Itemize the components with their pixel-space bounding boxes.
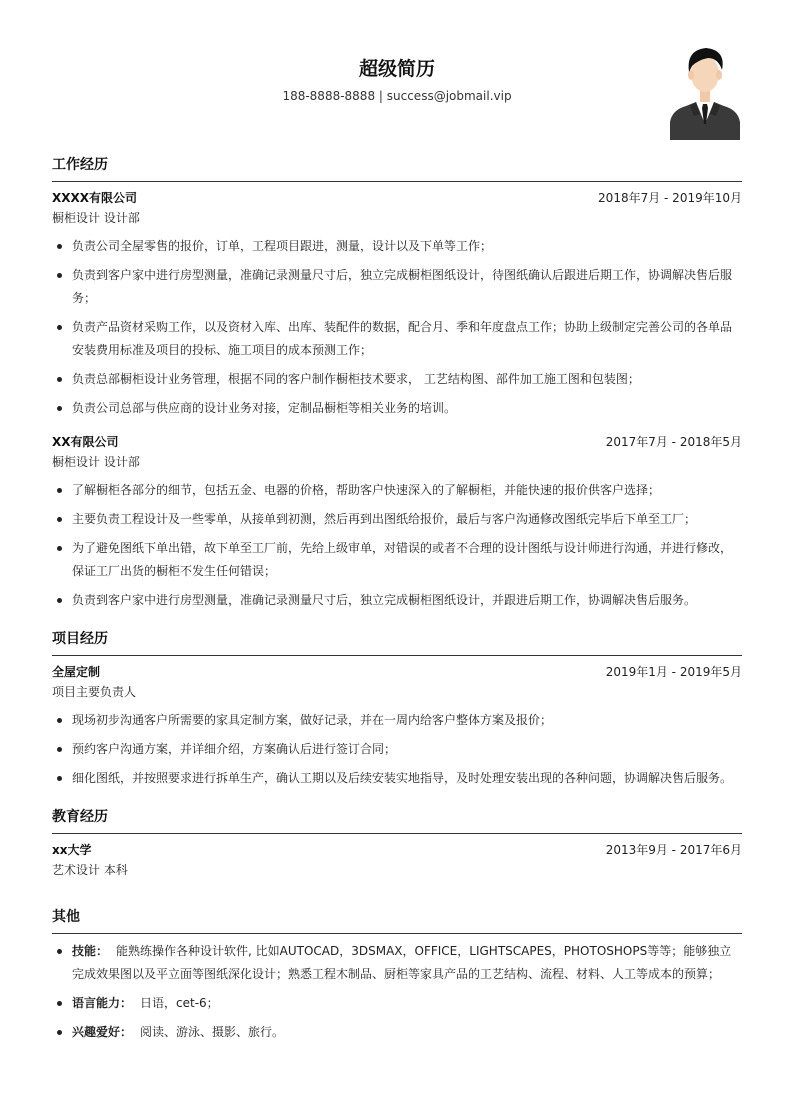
- language-text: 日语，cet-6；: [140, 996, 219, 1010]
- entry-date: 2013年9月 - 2017年6月: [605, 843, 742, 857]
- other-section-title: 其他: [52, 902, 742, 934]
- avatar: [670, 44, 740, 140]
- bullet-list: [52, 235, 742, 420]
- company-name: XXXX有限公司: [52, 191, 138, 205]
- list-item: 了解橱柜各部分的细节，包括五金、电器的价格，帮助客户快速深入的了解橱柜，并能快速的报价供客户选择；: [52, 479, 742, 502]
- hobbies-text: 阅读、游泳、摄影、旅行。: [140, 1025, 285, 1039]
- education-section-title: 教育经历: [52, 802, 742, 834]
- work-section-title: 工作经历: [52, 150, 742, 182]
- job-role: 橱柜设计 设计部: [52, 455, 140, 469]
- entry-header: [52, 182, 742, 206]
- project-entry: [52, 656, 742, 790]
- project-section-title: 项目经历: [52, 624, 742, 656]
- skills-label: 技能：: [72, 944, 109, 958]
- job-role: 橱柜设计 设计部: [52, 211, 140, 225]
- list-item: 负责公司全屋零售的报价，订单，工程项目跟进，测量，设计以及下单等工作；: [52, 235, 742, 258]
- list-item: 负责到客户家中进行房型测量，准确记录测量尺寸后，独立完成橱柜图纸设计，待图纸确认后跟进后期工作，协调解决售后服务；: [52, 264, 742, 310]
- entry-date: 2019年1月 - 2019年5月: [605, 665, 742, 679]
- candidate-name: 超级简历: [358, 58, 435, 80]
- list-item: [52, 940, 742, 986]
- list-item: 预约客户沟通方案，并详细介绍，方案确认后进行签订合同；: [52, 738, 742, 761]
- resume-header: [52, 0, 742, 150]
- work-section: [52, 150, 742, 612]
- list-item: 负责公司总部与供应商的设计业务对接，定制品橱柜等相关业务的培训。: [52, 397, 742, 420]
- list-item: 细化图纸，并按照要求进行拆单生产，确认工期以及后续安装实地指导，及时处理安装出现的各种问题，协调解决售后服务。: [52, 767, 742, 790]
- list-item: 主要负责工程设计及一些零单，从接单到初测，然后再到出图纸给报价，最后与客户沟通修改图纸完毕后下单至工厂；: [52, 508, 742, 531]
- entry-date: 2018年7月 - 2019年10月: [598, 191, 742, 205]
- contact-info: 188-8888-8888 | success@jobmail.vip: [282, 89, 512, 103]
- bullet-list: [52, 709, 742, 790]
- list-item: 负责产品资材采购工作，以及资材入库、出库、装配件的数据，配合月、季和年度盘点工作；协助上级制定完善公司的各单品安装费用标准及项目的投标、施工项目的成本预测工作；: [52, 316, 742, 362]
- education-section: [52, 802, 742, 882]
- entry-header: [52, 834, 742, 858]
- hobbies-label: 兴趣爱好：: [72, 1025, 133, 1039]
- project-role: 项目主要负责人: [52, 685, 137, 699]
- language-label: 语言能力：: [72, 996, 133, 1010]
- bullet-list: [52, 940, 742, 1044]
- skills-text: 能熟练操作各种设计软件, 比如AUTOCAD，3DSMAX，OFFICE，LIGHTSCAPES，PHOTOSHOPS等等；能够独立完成效果图以及平立面等图纸深化设计；熟悉工程木制品、厨柜等家具产品的工艺结构、流程、材料、人工等成本的预算；: [72, 944, 732, 981]
- entry-header: [52, 656, 742, 680]
- bullet-list: [52, 479, 742, 612]
- education-entry: [52, 834, 742, 882]
- list-item: 现场初步沟通客户所需要的家具定制方案，做好记录，并在一周内给客户整体方案及报价；: [52, 709, 742, 732]
- list-item: 为了避免图纸下单出错，故下单至工厂前，先给上级审单，对错误的或者不合理的设计图纸与设计师进行沟通，并进行修改，保证工厂出货的橱柜不发生任何错误；: [52, 537, 742, 583]
- list-item: [52, 992, 742, 1015]
- list-item: 负责总部橱柜设计业务管理，根据不同的客户制作橱柜技术要求， 工艺结构图、部件加工施工图和包装图；: [52, 368, 742, 391]
- school-name: xx大学: [52, 843, 92, 857]
- company-name: XX有限公司: [52, 435, 119, 449]
- list-item: 负责到客户家中进行房型测量，准确记录测量尺寸后，独立完成橱柜图纸设计，并跟进后期工作，协调解决售后服务。: [52, 589, 742, 612]
- entry-date: 2017年7月 - 2018年5月: [605, 435, 742, 449]
- resume-page: [52, 0, 742, 1050]
- project-section: [52, 624, 742, 790]
- other-section: [52, 902, 742, 1044]
- work-entry: [52, 182, 742, 420]
- list-item: [52, 1021, 742, 1044]
- entry-header: [52, 426, 742, 450]
- project-name: 全屋定制: [52, 665, 101, 679]
- work-entry: [52, 426, 742, 612]
- degree-major: 艺术设计 本科: [52, 863, 128, 877]
